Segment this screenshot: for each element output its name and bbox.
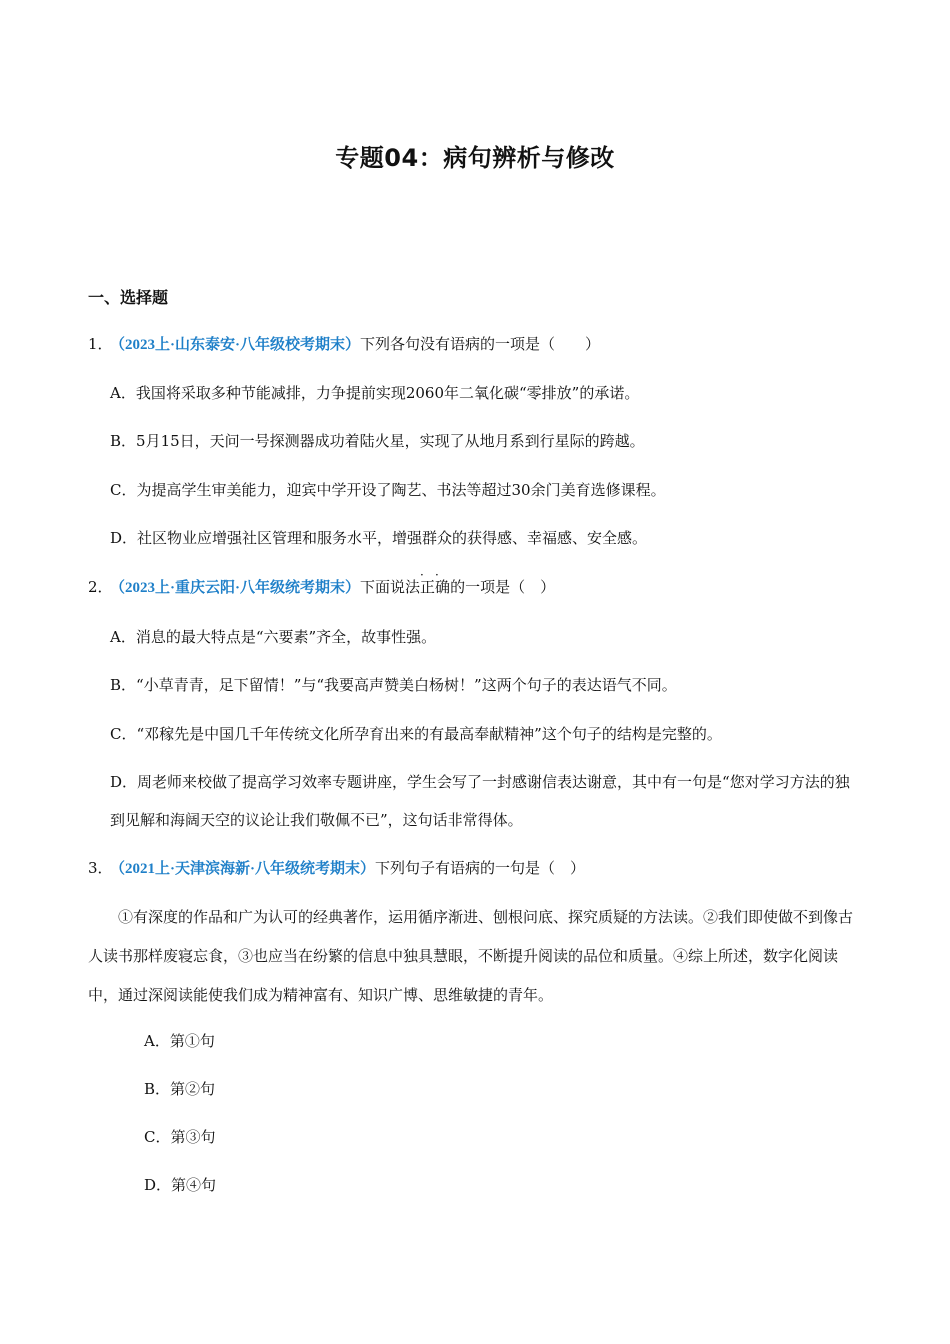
question-3-option-a: A．第①句 [144,1032,215,1050]
emphasis-char: · 正 [420,568,436,596]
question-2-stem [88,568,556,598]
document-title: 专题04：病句辨析与修改 [335,144,615,172]
question-number: 3． [88,859,113,877]
question-text: 的一项是（ ） [450,578,556,596]
question-3-option-d: D．第④句 [144,1176,217,1194]
question-text: 下面说法 [360,578,421,596]
question-3-option-c: C．第③句 [144,1128,216,1146]
question-source: （2021上·天津滨海新·八年级统考期末） [110,861,376,877]
question-text: 下列各句没有语病的一项是（ ） [360,335,601,353]
question-3-stem [88,858,585,879]
question-1-stem [88,334,600,355]
question-3-passage: ①有深度的作品和广为认可的经典著作，运用循序渐进、刨根问底、探究质疑的方法读。②我们即使做不到像古人读书那样废寝忘食，③也应当在纷繁的信息中独具慧眼，不断提升阅读的品位和质量。④综上所述，数字化阅读中，通过深阅读能使我们成为精神富有、知识广博、思维敏捷的青年。 [88,908,854,1004]
question-1-option-a: A．我国将采取多种节能减排，力争提前实现2060年二氧化碳“零排放”的承诺。 [110,384,640,402]
question-1-option-b: B．5月15日，天问一号探测器成功着陆火星，实现了从地月系到行星际的跨越。 [110,432,645,450]
question-1-option-d: D．社区物业应增强社区管理和服务水平，增强群众的获得感、幸福感、安全感。 [110,529,648,547]
section-heading: 一、选择题 [88,288,169,307]
question-2-option-c: C．“邓稼先是中国几千年传统文化所孕育出来的有最高奉献精神”这个句子的结构是完整的。 [110,725,722,743]
emphasis-char: · 确 [435,568,451,596]
question-3-option-b: B．第②句 [144,1080,216,1098]
question-number: 2． [88,578,113,596]
question-text: 下列句子有语病的一句是（ ） [375,859,586,877]
question-2-option-d: D．周老师来校做了提高学习效率专题讲座，学生会写了一封感谢信表达谢意，其中有一句是“您对学习方法的独到见解和海阔天空的议论让我们敬佩不已”，这句话非常得体。 [110,773,850,829]
question-number: 1． [88,335,113,353]
question-1-option-c: C．为提高学生审美能力，迎宾中学开设了陶艺、书法等超过30余门美育选修课程。 [110,481,666,499]
question-2-option-a: A．消息的最大特点是“六要素”齐全，故事性强。 [110,628,437,646]
question-2-option-b: B．“小草青青，足下留情！”与“我要高声赞美白杨树！”这两个句子的表达语气不同。 [110,676,677,694]
question-source: （2023上·重庆云阳·八年级统考期末） [110,580,361,596]
question-source: （2023上·山东泰安·八年级校考期末） [110,337,361,353]
